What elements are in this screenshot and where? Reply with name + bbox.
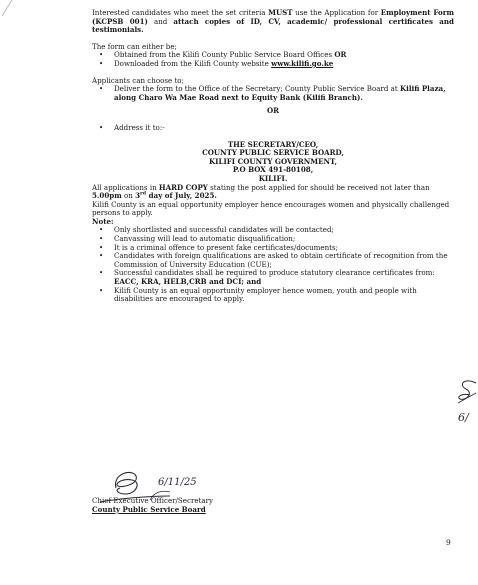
website-link[interactable]: www.kilifi.go.ke xyxy=(271,58,334,68)
scan-corner-mark xyxy=(0,0,20,20)
mailing-address xyxy=(92,141,454,184)
list-item: • Obtained from the Kilifi County Public Service Board Offices OR xyxy=(92,51,454,60)
form-obtain-list xyxy=(92,51,454,68)
address-line: KILIFI COUNTY GOVERNMENT, xyxy=(208,156,338,166)
note-list xyxy=(92,226,454,303)
signature-date: 6/11/25 xyxy=(158,477,197,488)
note-label: Note: xyxy=(92,216,114,226)
list-item: • It is a criminal offence to present fake certificates/documents; xyxy=(92,244,454,253)
page-number: 9 xyxy=(446,538,451,547)
margin-initials xyxy=(454,375,478,425)
or-separator: OR xyxy=(266,106,280,116)
list-item: • Canvassing will lead to automatic disqualification; xyxy=(92,235,454,244)
list-item: • Candidates with foreign qualifications are asked to obtain certificate of recognition from the Commission of University Education (CUE); xyxy=(92,252,454,269)
signatory-title: Chief Executive Officer/Secretary xyxy=(92,496,214,505)
list-item: • Successful candidates shall be required to produce statutory clearance certificates from: EACC, KRA, HELB,CRB and DCI; and xyxy=(92,269,454,286)
signatory-board: County Public Service Board xyxy=(92,505,206,514)
intro-paragraph: Interested candidates who meet the set criteria MUST use the Application for Employment Form (KCPSB 001) and attach copies of ID, CV, academic/ professional certificates and testimonials. xyxy=(92,8,454,35)
equal-opportunity-paragraph: Kilifi County is an equal opportunity employer hence encourages women and physically challenged persons to apply. xyxy=(92,199,450,218)
choose-heading: Applicants can choose to; xyxy=(92,75,184,85)
deadline-paragraph: All applications in HARD COPY stating the post applied for should be received not later than 5.00pm on 3rd day of July, 2025. xyxy=(92,182,430,201)
signature-block xyxy=(92,466,292,522)
list-item: • Only shortlisted and successful candidates will be contacted; xyxy=(92,226,454,235)
address-line: KILIFI. xyxy=(258,173,288,183)
list-item: • Kilifi County is an equal opportunity employer hence women, youth and people with disabilities are encouraged to apply. xyxy=(92,287,454,304)
list-item: • Address it to:- xyxy=(92,124,454,133)
list-item: • Deliver the form to the Office of the Secretary; County Public Service Board at Kilifi Plaza, along Charo Wa Mae Road next to Equity Bank (Kilifi Branch). xyxy=(92,85,454,102)
margin-annotation: 6/ xyxy=(458,411,469,424)
form-obtain-heading: The form can either be; xyxy=(92,41,177,51)
address-line: COUNTY PUBLIC SERVICE BOARD, xyxy=(202,148,344,158)
choose-list xyxy=(92,85,454,102)
list-item: • Downloaded from the Kilifi County website www.kilifi.go.ke xyxy=(92,60,454,69)
address-line: THE SECRETARY/CEO, xyxy=(227,139,319,149)
address-line: P.O BOX 491-80108, xyxy=(232,165,314,175)
address-list xyxy=(92,124,454,133)
main-content xyxy=(92,9,454,304)
